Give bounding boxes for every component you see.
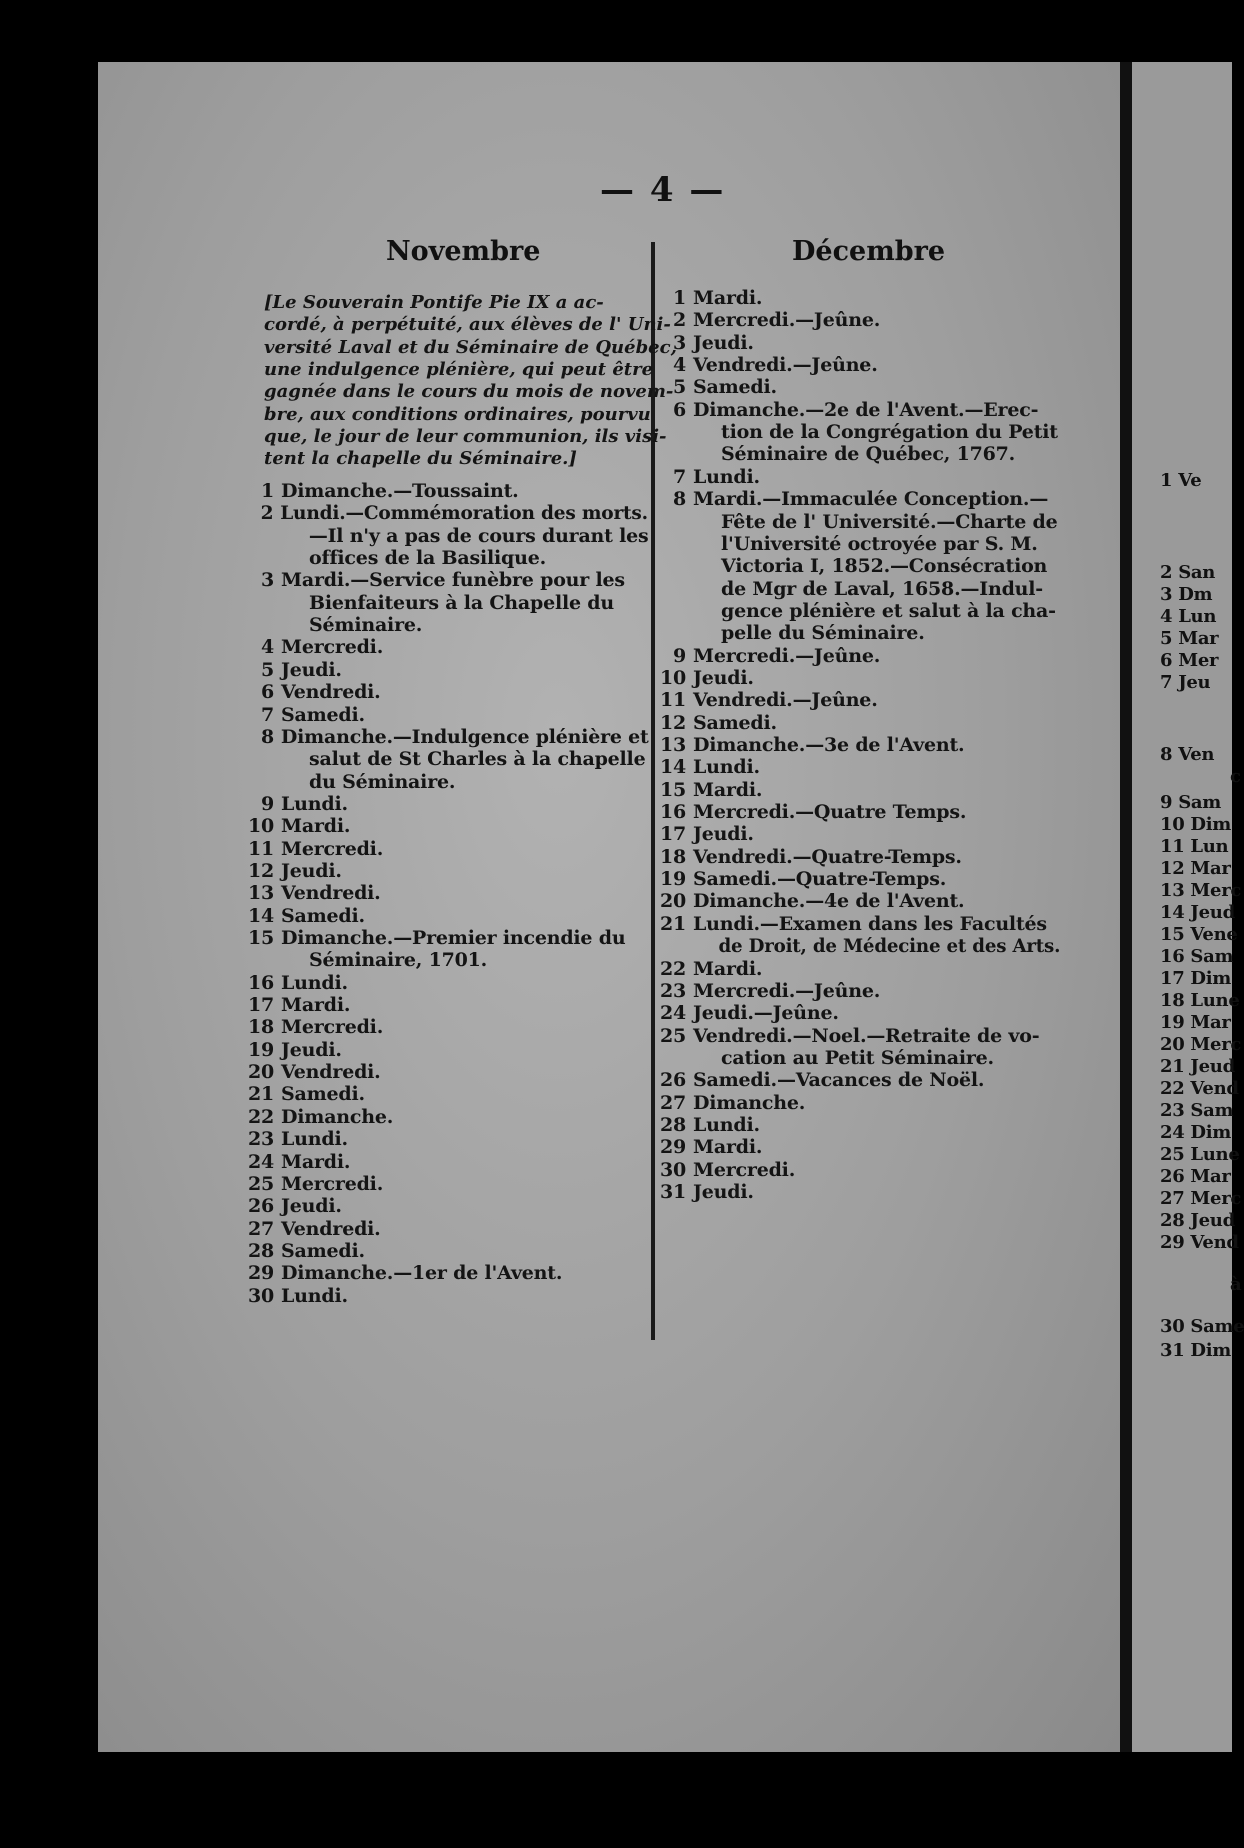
adjacent-page-fragment: 10 Dim: [1160, 814, 1232, 835]
day-text: offices de la Basilique.: [309, 547, 547, 570]
adjacent-page-fragment: 27 Merc: [1160, 1188, 1242, 1209]
day-number: 27: [660, 1091, 687, 1114]
calendar-entry: [660, 779, 762, 801]
day-text: Séminaire de Québec, 1767.: [721, 443, 1016, 466]
calendar-entry: [248, 748, 645, 770]
adjacent-page-fragment: 11 Lun: [1160, 836, 1229, 857]
calendar-entry: [248, 1039, 342, 1061]
day-number: 26: [660, 1069, 687, 1092]
day-text: tion de la Congrégation du Petit: [721, 421, 1058, 444]
day-text: Vendredi.: [281, 882, 381, 905]
calendar-entry: [248, 927, 625, 949]
adjacent-page-fragment: 7 Jeu: [1160, 672, 1211, 693]
calendar-entry: [660, 399, 1038, 421]
day-text: Jeudi.: [693, 823, 754, 846]
day-number: 31: [660, 1181, 687, 1203]
day-number: 14: [660, 756, 687, 779]
day-text: Dimanche.—3e de l'Avent.: [693, 734, 965, 756]
adjacent-page-fragment: 25 Lune: [1160, 1144, 1240, 1165]
calendar-entry: [248, 547, 546, 569]
calendar-entry: [660, 689, 878, 711]
day-number: 25: [248, 1172, 275, 1195]
adjacent-page-fragment: 3 Dm: [1160, 584, 1213, 605]
day-number: 28: [248, 1239, 275, 1262]
calendar-entry: [660, 533, 1038, 555]
calendar-entry: [660, 466, 760, 488]
day-text: Mercredi.—Jeûne.: [693, 644, 881, 667]
column-divider: [651, 242, 655, 1340]
adjacent-page-fragment: 5 Mar: [1160, 628, 1219, 649]
calendar-entry: [248, 1195, 342, 1217]
calendar-entry: [248, 726, 649, 748]
day-number: 23: [248, 1128, 275, 1151]
calendar-entry: [248, 1128, 348, 1150]
day-number: 15: [660, 778, 687, 801]
day-text: Jeudi.: [281, 1195, 342, 1218]
adjacent-page-fragment: c: [1230, 766, 1241, 787]
intro-line: gagnée dans le cours du mois de novem-: [264, 381, 674, 403]
day-text: Jeudi.: [281, 859, 342, 882]
day-number: 21: [248, 1083, 275, 1106]
calendar-entry: [660, 1136, 762, 1158]
calendar-entry: [660, 823, 754, 845]
day-text: Jeudi.: [693, 1181, 754, 1203]
day-text: Bienfaiteurs à la Chapelle du: [309, 591, 615, 614]
adjacent-page-fragment: 18 Lune: [1160, 990, 1240, 1011]
calendar-entry: [660, 443, 1015, 465]
calendar-entry: [660, 958, 762, 980]
adjacent-page-fragment: 28 Jeud: [1160, 1210, 1235, 1231]
adjacent-page-fragment: 1 Ve: [1160, 470, 1202, 491]
adjacent-page-fragment: à: [1230, 1274, 1242, 1295]
day-number: 28: [660, 1113, 687, 1136]
calendar-entry: [660, 868, 946, 890]
day-text: Lundi.: [693, 756, 760, 779]
day-text: Dimanche.—Toussaint.: [281, 480, 519, 502]
calendar-entry: [248, 704, 365, 726]
day-text: Dimanche.—4e de l'Avent.: [693, 890, 965, 913]
calendar-entry: [660, 622, 925, 644]
calendar-entry: [248, 681, 381, 703]
day-text: pelle du Séminaire.: [721, 622, 925, 645]
day-text: Séminaire.: [309, 614, 423, 637]
day-number: 3: [260, 569, 274, 592]
adjacent-page-fragment: 14 Jeud: [1160, 902, 1235, 923]
calendar-entry: [248, 949, 487, 971]
calendar-entry: [248, 793, 348, 815]
day-text: Lundi.—Examen dans les Facultés: [693, 912, 1047, 935]
intro-line: versité Laval et du Séminaire de Québec,: [264, 336, 677, 358]
day-number: 13: [248, 882, 275, 905]
page-gutter: [1120, 62, 1132, 1752]
day-text: cation au Petit Séminaire.: [721, 1046, 994, 1069]
day-number: 8: [260, 725, 274, 748]
calendar-entry: [248, 771, 455, 793]
day-text: Mardi.: [693, 957, 763, 980]
calendar-entry: [248, 659, 342, 681]
day-number: 4: [260, 636, 274, 659]
calendar-entry: [660, 1181, 754, 1203]
day-number: 6: [260, 681, 274, 704]
day-text: Lundi.: [281, 1284, 348, 1307]
day-number: 22: [248, 1105, 275, 1128]
day-text: Mercredi.: [281, 837, 384, 860]
calendar-entry: [248, 994, 350, 1016]
adjacent-page-strip: [1132, 62, 1244, 1752]
day-text: Mardi.: [281, 1150, 351, 1173]
day-number: 16: [248, 971, 275, 994]
day-text: Vendredi.: [281, 681, 381, 704]
calendar-entry: [660, 645, 880, 667]
adjacent-page-fragment: 16 Sam: [1160, 946, 1234, 967]
calendar-entry: [248, 1106, 393, 1128]
calendar-entry: [660, 1002, 839, 1024]
day-number: 22: [660, 957, 687, 980]
day-text: Mercredi.: [281, 1016, 384, 1039]
day-number: 24: [248, 1150, 275, 1173]
day-text: Mardi.—Immaculée Conception.—: [693, 488, 1049, 511]
day-text: Mardi.: [693, 1136, 763, 1159]
calendar-entry: [660, 756, 760, 778]
calendar-entry: [248, 592, 614, 614]
day-number: 20: [248, 1061, 275, 1084]
intro-line: tent la chapelle du Séminaire.]: [264, 448, 577, 470]
day-text: Vendredi.: [281, 1217, 381, 1240]
day-number: 5: [260, 658, 274, 681]
day-number: 21: [660, 912, 687, 935]
calendar-entry: [660, 667, 754, 689]
calendar-entry: [248, 1240, 365, 1262]
adjacent-page-fragment: 4 Lun: [1160, 606, 1217, 627]
calendar-entry: [660, 1159, 795, 1181]
adjacent-page-fragment: 24 Dim: [1160, 1122, 1232, 1143]
day-number: 20: [660, 890, 687, 913]
calendar-entry: [660, 376, 777, 398]
intro-line: que, le jour de leur communion, ils visi-: [264, 425, 667, 447]
calendar-entry: [660, 890, 964, 912]
day-text: Mercredi.—Quatre Temps.: [693, 801, 967, 824]
calendar-entry: [248, 1285, 348, 1307]
day-text: Lundi.: [693, 465, 760, 488]
calendar-entry: [660, 555, 1047, 577]
day-number: 5: [672, 376, 686, 399]
day-number: 13: [660, 734, 687, 756]
day-number: 30: [248, 1284, 275, 1307]
page-number: — 4 —: [600, 170, 726, 210]
day-text: de Droit, de Médecine et des Arts.: [718, 935, 1061, 958]
day-number: 2: [672, 309, 686, 332]
calendar-entry: [660, 309, 880, 331]
day-text: Vendredi.—Jeûne.: [693, 689, 878, 712]
november-heading: Novembre: [386, 236, 541, 267]
calendar-entry: [248, 480, 519, 502]
adjacent-page-fragment: 13 Merc: [1160, 880, 1242, 901]
day-number: 1: [260, 480, 274, 502]
day-number: 2: [260, 502, 274, 525]
day-text: Fête de l' Université.—Charte de: [721, 510, 1058, 533]
day-text: Vendredi.: [281, 1061, 381, 1084]
day-text: Dimanche.: [693, 1091, 806, 1114]
day-number: 24: [660, 1002, 687, 1025]
calendar-entry: [248, 815, 350, 837]
adjacent-page-fragment: 21 Jeud: [1160, 1056, 1235, 1077]
calendar-entry: [660, 712, 777, 734]
day-text: Samedi.: [281, 1239, 365, 1262]
calendar-entry: [248, 1083, 365, 1105]
calendar-entry: [248, 1173, 383, 1195]
calendar-entry: [660, 1092, 805, 1114]
day-number: 15: [248, 927, 275, 949]
day-number: 6: [672, 398, 686, 421]
day-number: 30: [660, 1158, 687, 1181]
day-text: Mardi.: [693, 778, 763, 801]
day-number: 16: [660, 801, 687, 824]
calendar-entry: [660, 511, 1058, 533]
day-text: Samedi.: [693, 376, 777, 399]
day-text: Samedi.: [693, 711, 777, 734]
day-text: Séminaire, 1701.: [309, 949, 488, 972]
day-number: 18: [248, 1016, 275, 1039]
intro-line: [Le Souverain Pontife Pie IX a ac-: [264, 292, 604, 313]
day-text: Lundi.: [281, 971, 348, 994]
day-text: l'Université octroyée par S. M.: [721, 532, 1038, 555]
intro-line: cordé, à perpétuité, aux élèves de l' Uni-: [264, 314, 671, 336]
day-text: Victoria I, 1852.—Consécration: [721, 555, 1048, 578]
adjacent-page-fragment: 23 Sam: [1160, 1100, 1234, 1121]
calendar-entry: [660, 846, 962, 868]
calendar-entry: [660, 1025, 1039, 1047]
day-number: 19: [660, 868, 687, 891]
day-text: Jeudi.—Jeûne.: [693, 1002, 839, 1025]
day-text: Dimanche.—Premier incendie du: [281, 927, 626, 949]
calendar-entry: [248, 860, 342, 882]
adjacent-page-fragment: 17 Dim: [1160, 968, 1232, 989]
calendar-entry: [660, 578, 1043, 600]
calendar-entry: [248, 1262, 562, 1284]
day-text: Lundi.—Commémoration des morts.: [280, 502, 648, 525]
day-text: Jeudi.: [281, 658, 342, 681]
day-number: 8: [672, 488, 686, 511]
calendar-entry: [660, 980, 880, 1002]
day-number: 4: [672, 354, 686, 377]
day-text: de Mgr de Laval, 1658.—Indul-: [721, 577, 1043, 600]
day-number: 27: [248, 1217, 275, 1240]
day-text: Dimanche.—Indulgence plénière et: [280, 725, 649, 748]
day-text: Vendredi.—Jeûne.: [693, 354, 878, 377]
day-text: salut de St Charles à la chapelle: [309, 748, 646, 771]
day-text: Lundi.: [281, 1128, 348, 1151]
day-text: Jeudi.: [693, 331, 754, 354]
day-number: 7: [672, 465, 686, 488]
day-number: 23: [660, 979, 687, 1002]
adjacent-page-fragment: 20 Merc: [1160, 1034, 1242, 1055]
calendar-entry: [660, 935, 1060, 957]
calendar-entry: [660, 600, 1056, 622]
adjacent-page-fragment: 12 Mar: [1160, 858, 1231, 879]
calendar-entry: [248, 636, 383, 658]
calendar-entry: [248, 882, 381, 904]
calendar-entry: [660, 354, 878, 376]
day-text: Mardi.: [281, 994, 351, 1017]
day-text: Mercredi.—Jeûne.: [693, 979, 881, 1002]
calendar-entry: [660, 1047, 994, 1069]
day-number: 26: [248, 1195, 275, 1218]
day-number: 11: [248, 837, 275, 860]
day-text: Mardi.—Service funèbre pour les: [281, 569, 625, 592]
day-text: Vendredi.—Noel.—Retraite de vo-: [693, 1024, 1040, 1047]
adjacent-page-fragment: 30 Same: [1160, 1316, 1244, 1337]
day-text: Mardi.: [281, 815, 351, 838]
adjacent-page-fragment: 15 Vene: [1160, 924, 1238, 945]
day-number: 10: [660, 666, 687, 689]
calendar-entry: [660, 913, 1047, 935]
day-text: Mercredi.—Jeûne.: [693, 309, 881, 332]
day-text: Mercredi.: [281, 636, 384, 659]
day-text: gence plénière et salut à la cha-: [721, 599, 1056, 622]
adjacent-page-fragment: 19 Mar: [1160, 1012, 1231, 1033]
adjacent-page-fragment: 26 Mar: [1160, 1166, 1231, 1187]
day-text: Samedi.: [281, 904, 365, 927]
day-text: Lundi.: [693, 1113, 760, 1136]
adjacent-page-fragment: 8 Ven: [1160, 744, 1215, 765]
day-text: Dimanche.—2e de l'Avent.—Erec-: [693, 398, 1039, 421]
day-number: 14: [248, 904, 275, 927]
day-number: 3: [672, 331, 686, 354]
calendar-entry: [248, 525, 648, 547]
day-text: Vendredi.—Quatre-Temps.: [693, 845, 962, 868]
adjacent-page-fragment: 22 Vend: [1160, 1078, 1239, 1099]
day-number: 9: [672, 644, 686, 667]
calendar-entry: [660, 801, 966, 823]
day-text: Jeudi.: [693, 666, 754, 689]
day-text: Samedi.—Quatre-Temps.: [693, 868, 947, 891]
calendar-entry: [248, 905, 365, 927]
calendar-entry: [660, 488, 1048, 510]
day-number: 12: [248, 859, 275, 882]
calendar-entry: [660, 287, 762, 309]
calendar-entry: [248, 502, 648, 524]
calendar-entry: [248, 1016, 383, 1038]
day-number: 19: [248, 1038, 275, 1061]
day-number: 17: [248, 994, 275, 1017]
day-number: 18: [660, 845, 687, 868]
day-text: Samedi.: [281, 1083, 365, 1106]
adjacent-page-fragment: 31 Dim: [1160, 1340, 1232, 1361]
day-text: Dimanche.—1er de l'Avent.: [281, 1262, 563, 1285]
calendar-entry: [660, 1114, 760, 1136]
day-text: Samedi.: [281, 703, 365, 726]
intro-line: une indulgence plénière, qui peut être: [264, 358, 654, 380]
day-text: Mercredi.: [281, 1172, 384, 1195]
calendar-entry: [248, 1218, 381, 1240]
day-text: Samedi.—Vacances de Noël.: [693, 1069, 985, 1092]
day-text: —Il n'y a pas de cours durant les: [308, 524, 649, 547]
calendar-entry: [660, 1069, 984, 1091]
day-number: 17: [660, 823, 687, 846]
calendar-entry: [248, 614, 422, 636]
day-number: 12: [660, 711, 687, 734]
calendar-entry: [248, 1061, 381, 1083]
adjacent-page-fragment: 9 Sam: [1160, 792, 1221, 813]
calendar-entry: [660, 421, 1058, 443]
adjacent-page-fragment: 29 Vend: [1160, 1232, 1239, 1253]
december-heading: Décembre: [792, 236, 946, 267]
day-text: Dimanche.: [281, 1105, 394, 1128]
calendar-entry: [248, 972, 348, 994]
adjacent-page-fragment: 6 Mer: [1160, 650, 1219, 671]
day-number: 25: [660, 1024, 687, 1047]
calendar-entry: [660, 734, 964, 756]
calendar-entry: [248, 569, 625, 591]
intro-line: bre, aux conditions ordinaires, pourvu: [264, 403, 651, 425]
day-number: 29: [660, 1136, 687, 1159]
calendar-entry: [660, 332, 754, 354]
day-text: Lundi.: [281, 792, 348, 815]
day-number: 7: [260, 703, 274, 726]
day-number: 9: [260, 792, 274, 815]
day-text: Mercredi.: [693, 1158, 796, 1181]
day-text: Mardi.: [693, 287, 763, 309]
adjacent-page-fragment: 2 San: [1160, 562, 1216, 583]
day-number: 1: [672, 287, 686, 309]
day-number: 29: [248, 1262, 275, 1285]
day-number: 10: [248, 815, 275, 838]
day-number: 11: [660, 689, 687, 712]
calendar-entry: [248, 838, 383, 860]
day-text: Jeudi.: [281, 1038, 342, 1061]
calendar-entry: [248, 1151, 350, 1173]
day-text: du Séminaire.: [309, 770, 456, 793]
